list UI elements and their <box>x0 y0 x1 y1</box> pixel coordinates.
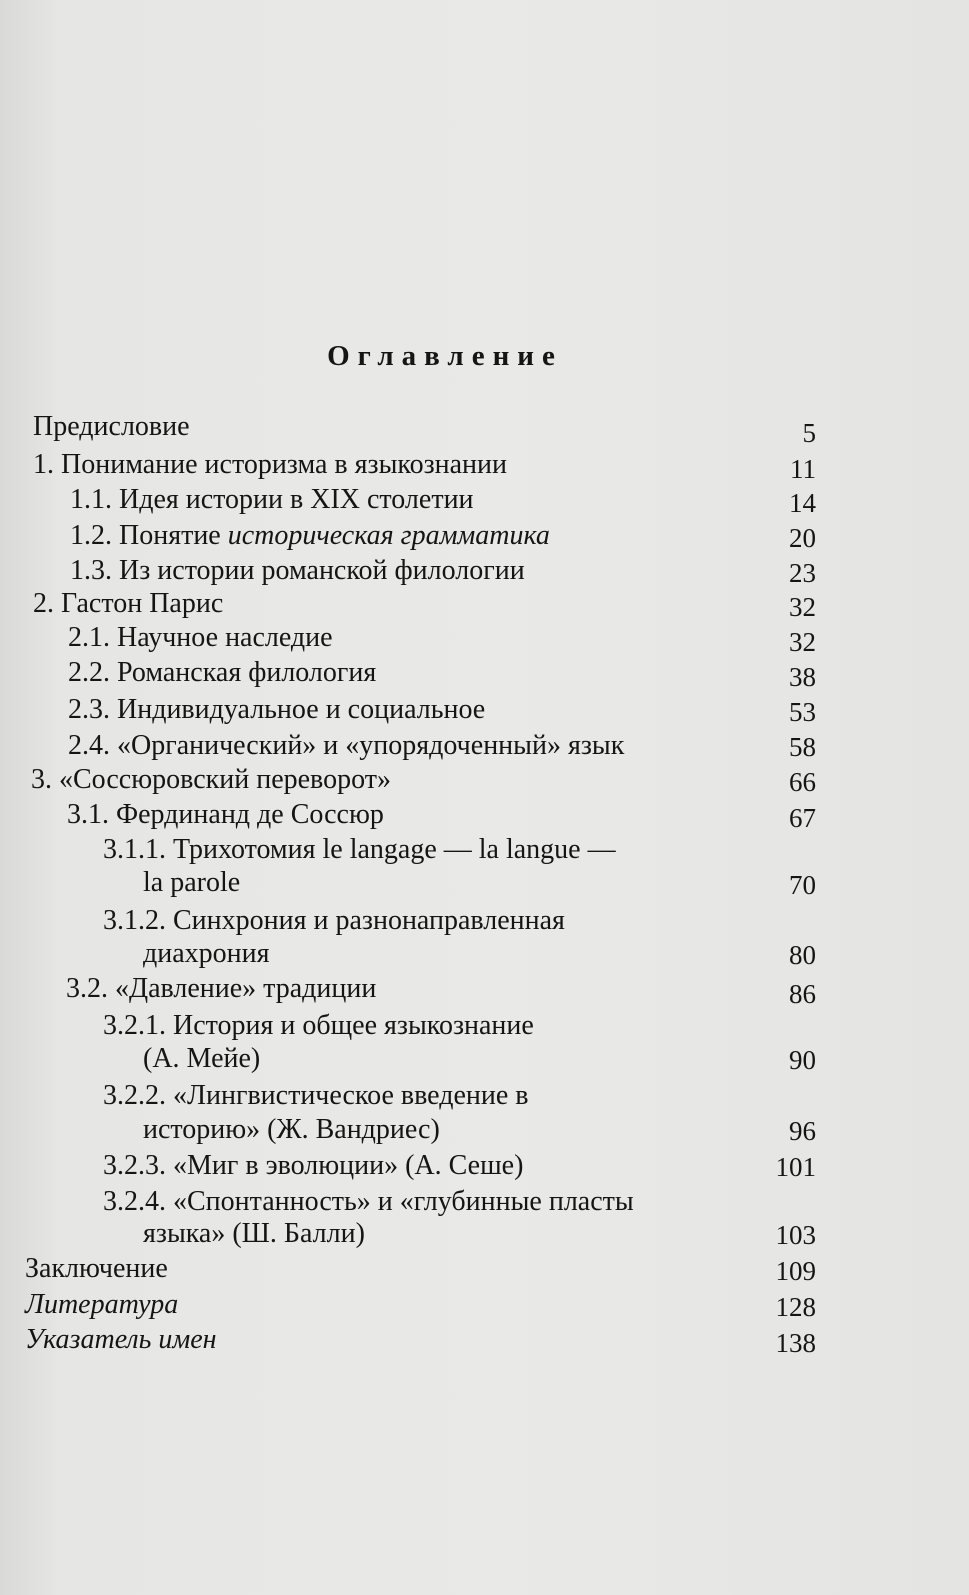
toc-page-section-2-1: 32 <box>789 627 816 657</box>
toc-entry-subsection-3-2-2-line2: историю» (Ж. Вандриес) <box>143 1114 440 1145</box>
toc-entry-subsection-3-2-4-line1: 3.2.4. «Спонтанность» и «глубинные пласты <box>103 1186 634 1217</box>
toc-page-section-1-3: 23 <box>789 558 816 588</box>
toc-page-section-2-4: 58 <box>789 732 816 762</box>
toc-page-preface: 5 <box>802 418 816 448</box>
toc-entry-section-1-2-italic: историческая грамматика <box>227 520 550 551</box>
toc-entry-bibliography: Литература <box>25 1289 179 1320</box>
toc-entry-subsection-3-1-2-line1: 3.1.2. Синхрония и разнонаправленная <box>103 905 565 936</box>
toc-entry-subsection-3-1-2-line2: диахрония <box>143 938 270 969</box>
toc-entry-subsection-3-2-4-line2: языка» (Ш. Балли) <box>143 1218 365 1249</box>
toc-entry-section-1-2 <box>70 519 550 553</box>
toc-entry-subsection-3-2-3: 3.2.3. «Миг в эволюции» (А. Сеше) <box>103 1150 524 1181</box>
toc-page-subsection-3-1-1: 70 <box>789 870 816 900</box>
toc-page-section-3-2: 86 <box>789 979 816 1009</box>
toc-page-section-2-3: 53 <box>789 697 816 727</box>
toc-entry-chapter-2: 2. Гастон Парис <box>33 588 224 619</box>
toc-entry-conclusion: Заключение <box>25 1253 168 1284</box>
toc-entry-subsection-3-2-1-line1: 3.2.1. История и общее языкознание <box>103 1010 534 1041</box>
toc-entry-section-3-1: 3.1. Фердинанд де Соссюр <box>67 799 384 830</box>
toc-entry-section-1-3: 1.3. Из истории романской филологии <box>70 555 525 586</box>
toc-page-section-1-1: 14 <box>789 488 816 518</box>
toc-title: Оглавление <box>327 340 563 372</box>
toc-page-chapter-1: 11 <box>790 454 816 484</box>
toc-page-section-2-2: 38 <box>789 662 816 692</box>
toc-entry-section-3-2: 3.2. «Давление» традиции <box>66 973 377 1004</box>
toc-page-chapter-2: 32 <box>789 592 816 622</box>
toc-page-subsection-3-2-3: 101 <box>775 1152 816 1182</box>
toc-entry-section-1-1: 1.1. Идея истории в XIX столетии <box>70 484 474 515</box>
toc-entry-chapter-1: 1. Понимание историзма в языкознании <box>33 449 508 480</box>
toc-entry-section-2-1: 2.1. Научное наследие <box>68 622 333 653</box>
toc-entry-section-1-2-text: 1.2. Понятие <box>70 520 228 551</box>
toc-entry-chapter-3: 3. «Соссюровский переворот» <box>31 764 391 795</box>
toc-page-subsection-3-1-2: 80 <box>789 940 816 970</box>
toc-page-name-index: 138 <box>775 1328 816 1358</box>
toc-page-section-3-1: 67 <box>789 803 816 833</box>
toc-entry-subsection-3-2-2-line1: 3.2.2. «Лингвистическое введение в <box>103 1080 529 1111</box>
toc-entry-section-2-2: 2.2. Романская филология <box>68 657 377 688</box>
toc-entry-subsection-3-1-1-line2: la parole <box>143 867 241 898</box>
toc-page-bibliography: 128 <box>775 1292 816 1322</box>
toc-page-subsection-3-2-4: 103 <box>775 1220 816 1250</box>
toc-entry-subsection-3-2-1-line2: (А. Мейе) <box>143 1043 261 1074</box>
toc-page-conclusion: 109 <box>775 1256 816 1286</box>
toc-page-subsection-3-2-1: 90 <box>789 1045 816 1075</box>
toc-page-subsection-3-2-2: 96 <box>789 1116 816 1146</box>
toc-page-chapter-3: 66 <box>789 767 816 797</box>
toc-entry-section-2-4: 2.4. «Органический» и «упорядоченный» язык <box>68 730 625 761</box>
toc-entry-name-index: Указатель имен <box>25 1324 217 1355</box>
toc-entry-section-2-3: 2.3. Индивидуальное и социальное <box>68 694 486 725</box>
toc-entry-subsection-3-1-1-line1: 3.1.1. Трихотомия le langage — la langue — <box>103 834 616 865</box>
toc-page-section-1-2: 20 <box>789 523 816 553</box>
toc-entry-preface: Предисловие <box>33 411 190 442</box>
